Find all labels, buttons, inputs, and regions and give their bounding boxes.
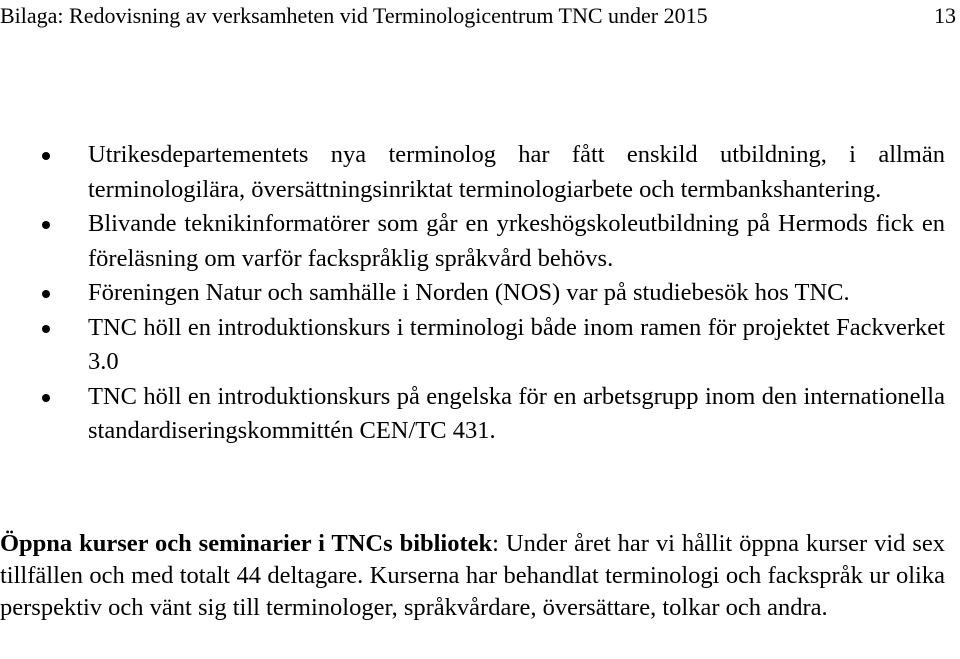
running-header: [0, 2, 960, 30]
paragraph-heading: Öppna kurser och seminarier i TNCs bibliotek: [0, 530, 493, 557]
list-item: [0, 380, 945, 449]
page-number: 13: [934, 3, 956, 28]
header-title: Bilaga: Redovisning av verksamheten vid Terminologicentrum TNC under 2015: [0, 3, 708, 28]
list-item-text: TNC höll en introduktionskurs i terminologi både inom ramen för projektet Fackverket 3.0: [88, 313, 945, 375]
paragraph-separator: :: [492, 530, 499, 557]
activity-bullet-list: [0, 138, 945, 449]
list-item-text: TNC höll en introduktionskurs på engelska för en arbetsgrupp inom den internationella standardiseringskommittén CEN/TC 431.: [88, 382, 945, 444]
list-item: [0, 311, 945, 380]
list-item: [0, 276, 945, 311]
list-item-text: Utrikesdepartementets nya terminolog har fått enskild utbildning, i allmän terminologilära, översättningsinriktat terminologiarbete och termbankshantering.: [88, 141, 945, 203]
list-item-text: Blivande teknikinformatörer som går en yrkeshögskoleutbildning på Hermods fick en föreläsning om varför fackspråklig språkvård behövs.: [88, 210, 945, 272]
courses-paragraph: [0, 528, 945, 624]
list-item-text: Föreningen Natur och samhälle i Norden (NOS) var på studiebesök hos TNC.: [88, 279, 850, 306]
list-item: [0, 138, 945, 207]
list-item: [0, 207, 945, 276]
paragraph-text: Under året har vi hållit öppna kurser vid sex tillfällen och med totalt 44 deltagare. Kurserna har behandlat terminologi och fackspråk ur olika perspektiv och vänt sig till terminologer, språkvårdare, översättare, tolkar och andra.: [0, 530, 945, 621]
